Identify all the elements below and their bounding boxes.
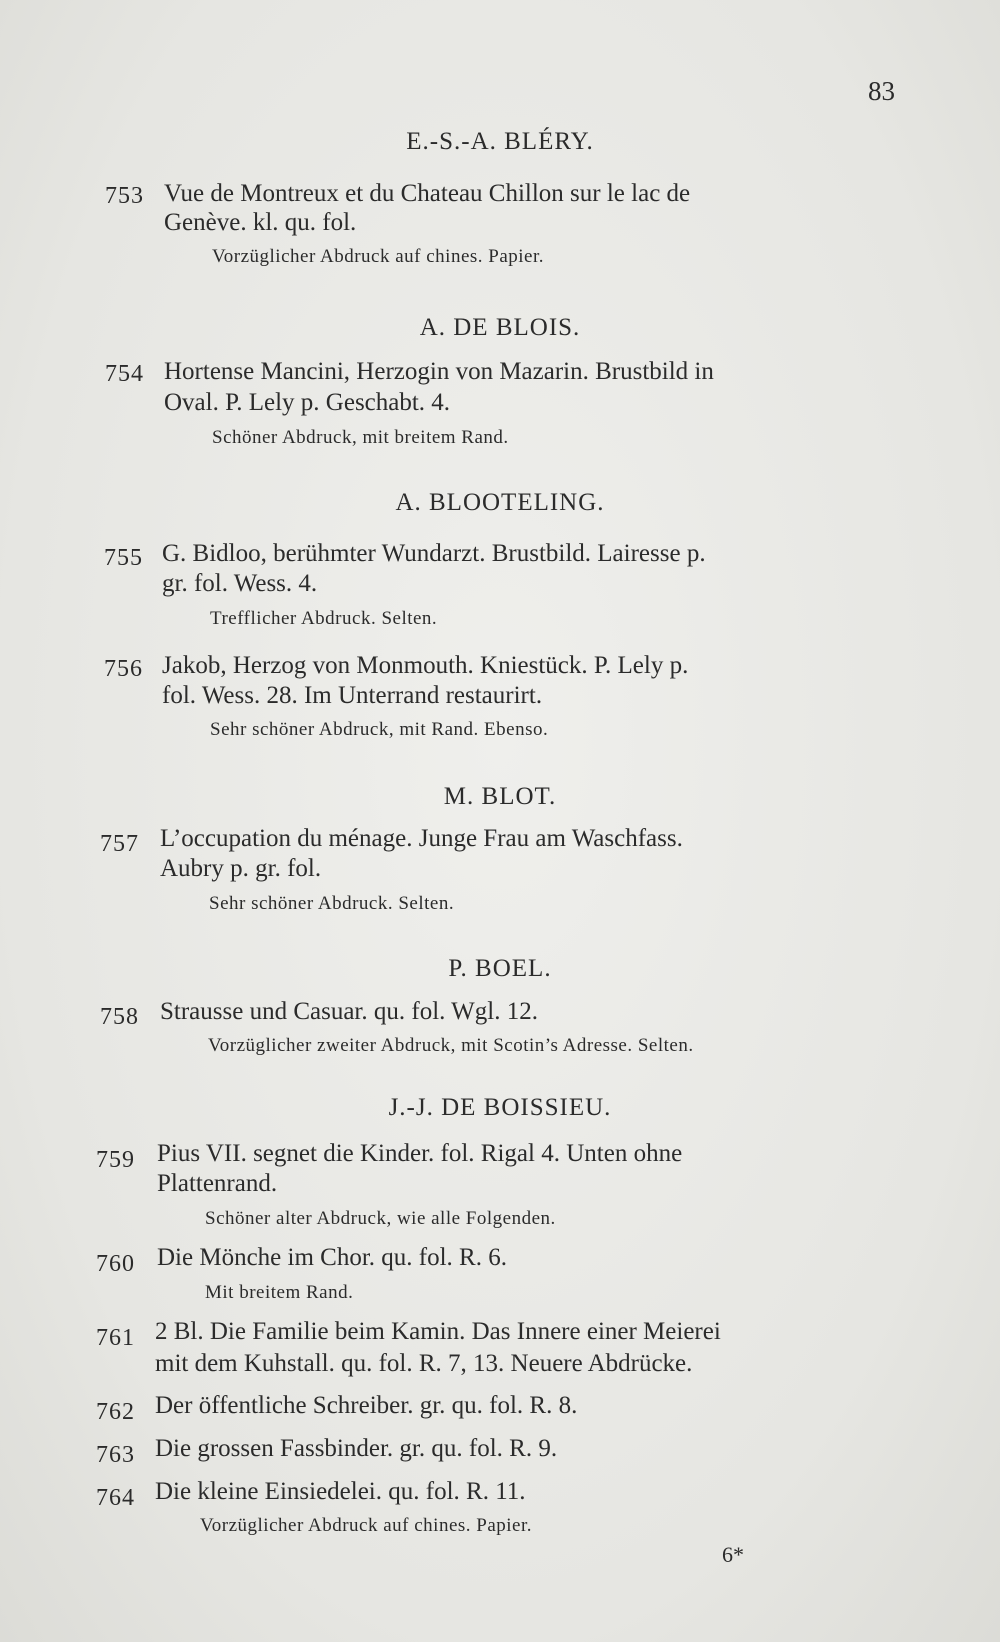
entry-number: 761	[96, 1325, 135, 1351]
entry-details: Genève. kl. qu. fol.	[164, 209, 357, 236]
entry-number: 755	[104, 545, 143, 571]
entry-number: 764	[96, 1485, 135, 1511]
entry-note: Mit breitem Rand.	[205, 1282, 354, 1303]
entry-note: Schöner Abdruck, mit breitem Rand.	[212, 427, 509, 448]
entry-number: 760	[96, 1251, 135, 1277]
entry-details: Plattenrand.	[157, 1170, 278, 1197]
artist-heading-blot: M. BLOT.	[443, 783, 557, 810]
entry-note: Vorzüglicher Abdruck auf chines. Papier.	[200, 1515, 533, 1536]
entry-title: Strausse und Casuar. qu. fol. Wgl. 12.	[160, 998, 538, 1025]
entry-number: 757	[100, 831, 139, 857]
entry-note: Trefflicher Abdruck. Selten.	[210, 608, 438, 629]
entry-note: Vorzüglicher zweiter Abdruck, mit Scotin’s Adresse. Selten.	[208, 1035, 694, 1056]
signature-mark: 6*	[722, 1542, 744, 1567]
artist-heading-boel: P. BOEL.	[448, 955, 552, 982]
entry-number: 758	[100, 1004, 139, 1030]
entry-title: Der öffentliche Schreiber. gr. qu. fol. R. 8.	[155, 1392, 578, 1419]
entry-note: Schöner alter Abdruck, wie alle Folgenden.	[205, 1208, 556, 1229]
entry-number: 753	[105, 183, 144, 209]
entry-number: 754	[105, 361, 144, 387]
entry-number: 756	[104, 656, 143, 682]
entry-title: 2 Bl. Die Familie beim Kamin. Das Innere einer Meierei	[155, 1318, 721, 1345]
entry-note: Sehr schöner Abdruck, mit Rand. Ebenso.	[210, 719, 549, 740]
entry-title: Jakob, Herzog von Monmouth. Kniestück. P. Lely p.	[162, 652, 689, 679]
artist-heading-blery: E.-S.-A. BLÉRY.	[406, 128, 594, 155]
entry-number: 759	[96, 1147, 135, 1173]
entry-note: Vorzüglicher Abdruck auf chines. Papier.	[212, 246, 545, 267]
entry-title: G. Bidloo, berühmter Wundarzt. Brustbild. Lairesse p.	[162, 540, 706, 567]
entry-note: Sehr schöner Abdruck. Selten.	[209, 893, 455, 914]
entry-details: mit dem Kuhstall. qu. fol. R. 7, 13. Neuere Abdrücke.	[155, 1350, 693, 1377]
entry-details: fol. Wess. 28. Im Unterrand restaurirt.	[162, 682, 543, 709]
entry-number: 762	[96, 1399, 135, 1425]
entry-title: L’occupation du ménage. Junge Frau am Waschfass.	[160, 825, 683, 852]
entry-title: Die grossen Fassbinder. gr. qu. fol. R. 9.	[155, 1435, 558, 1462]
entry-title: Pius VII. segnet die Kinder. fol. Rigal 4. Unten ohne	[157, 1140, 683, 1167]
entry-title: Hortense Mancini, Herzogin von Mazarin. Brustbild in	[164, 358, 714, 385]
entry-details: Aubry p. gr. fol.	[160, 855, 322, 882]
entry-title: Die kleine Einsiedelei. qu. fol. R. 11.	[155, 1478, 526, 1505]
page-number: 83	[868, 76, 895, 106]
entry-title: Die Mönche im Chor. qu. fol. R. 6.	[157, 1244, 507, 1271]
artist-heading-blois: A. DE BLOIS.	[419, 314, 581, 341]
entry-number: 763	[96, 1442, 135, 1468]
artist-heading-blooteling: A. BLOOTELING.	[395, 489, 605, 516]
entry-details: Oval. P. Lely p. Geschabt. 4.	[164, 389, 451, 416]
artist-heading-boissieu: J.-J. DE BOISSIEU.	[388, 1094, 612, 1121]
entry-title: Vue de Montreux et du Chateau Chillon sur le lac de	[164, 180, 691, 207]
entry-details: gr. fol. Wess. 4.	[162, 570, 318, 597]
